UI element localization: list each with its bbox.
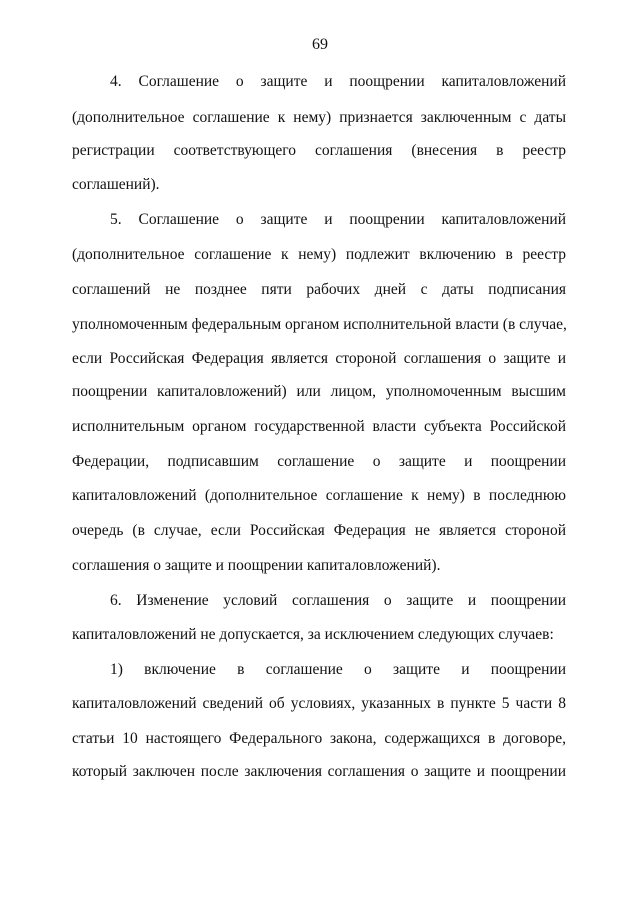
text-line: исполнительным органом государственной власти субъекта Российской: [72, 418, 566, 435]
text-line: капиталовложений (дополнительное соглашение к нему) в последнюю: [72, 487, 566, 504]
text-line: который заключен после заключения соглашения о защите и поощрении: [72, 763, 566, 780]
text-line: Федерации, подписавшим соглашение о защите и поощрении: [72, 453, 566, 470]
text-line: 4. Соглашение о защите и поощрении капиталовложений: [110, 73, 566, 90]
text-line: (дополнительное соглашение к нему) признается заключенным с даты: [72, 109, 566, 126]
text-line: соглашений не позднее пяти рабочих дней с даты подписания: [72, 281, 566, 298]
text-line: соглашений).: [72, 176, 160, 193]
text-line: статьи 10 настоящего Федерального закона, содержащихся в договоре,: [72, 730, 566, 747]
text-line: 6. Изменение условий соглашения о защите и поощрении: [110, 592, 566, 609]
text-line: 1) включение в соглашение о защите и поощрении: [110, 661, 566, 678]
page-number: 69: [312, 36, 328, 53]
text-line: если Российская Федерация является стороной соглашения о защите и: [72, 350, 566, 367]
text-line: капиталовложений не допускается, за исключением следующих случаев:: [72, 626, 554, 643]
text-line: (дополнительное соглашение к нему) подлежит включению в реестр: [72, 246, 566, 263]
text-line: очередь (в случае, если Российская Федерация не является стороной: [72, 522, 566, 539]
text-line: уполномоченным федеральным органом исполнительной власти (в случае,: [72, 316, 567, 333]
text-line: соглашения о защите и поощрении капиталовложений).: [72, 557, 441, 574]
text-line: регистрации соответствующего соглашения (внесения в реестр: [72, 142, 566, 159]
text-line: поощрении капиталовложений) или лицом, уполномоченным высшим: [72, 383, 566, 400]
text-line: капиталовложений сведений об условиях, указанных в пункте 5 части 8: [72, 695, 566, 712]
text-line: 5. Соглашение о защите и поощрении капиталовложений: [110, 211, 566, 228]
